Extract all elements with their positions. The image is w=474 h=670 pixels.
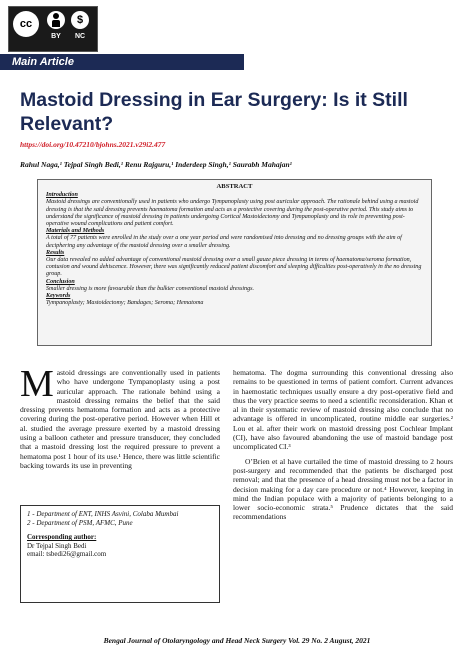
abstract-conclusion-heading: Conclusion <box>46 278 75 285</box>
abstract-methods-text: A total of 77 patients were enrolled in the study over a one year period and were randomised into dressing and no dressing groups with the aim of deciphering any advantage of the mastoid dressing over a smaller dressing. <box>46 235 402 249</box>
abstract-methods-heading: Materials and Methods <box>46 228 105 235</box>
affiliation-2: 2 - Department of PSM, AFMC, Pune <box>27 518 133 527</box>
abstract-conclusion-text: Smaller dressing is more favourable than the bulkier conventional mastoid dressings. <box>46 285 255 292</box>
journal-footer: Bengal Journal of Otolaryngology and Head Neck Surgery Vol. 29 No. 2 August, 2021 <box>103 636 371 645</box>
cc-license-badge <box>8 6 98 52</box>
abstract-results-heading: Results <box>46 249 65 256</box>
abstract-intro-heading: Introduction <box>46 192 78 199</box>
noncommercial-icon: $ <box>71 11 89 29</box>
attribution-person-icon <box>47 11 65 29</box>
affiliation-1: 1 - Department of ENT, INHS Asvini, Colaba Mumbai <box>27 510 179 518</box>
body-paragraph: hematoma. The dogma surrounding this conventional dressing also remains to be questioned in terms of patient comfort. Current advances in haemostatic techniques usually ensure a dry post-operative field and thus the very practice seems to need a scientific reconsideration. Khan et al in their systematic review of mastoid dressing also conclude that no advantage is offered in uncomplicated, routine middle ear surgeries.² Lou et al. after their work on mastoid dressing post Cochlear Implant (CI), have also favoured abandoning the use of mastoid bandage post uncomplicated CI.³ <box>233 368 453 452</box>
nc-label: NC <box>74 33 86 40</box>
abstract-intro-text: Mastoid dressings are conventionally used in patients who undergo Tympanoplasty using post auricular approach. The rationale behind using a mastoid dressing is that the said dressing prevents haematoma formation and acts as a protective covering during the post-operative period. This study aims to understand the significance of mastoid dressing in patients undergoing Cortical Mastoidectomy and Tympanoplasty and its role in preventing post-operative wound complications and patient comfort. <box>46 199 419 228</box>
cc-icon: cc <box>13 11 39 37</box>
abstract-results-text: Our data revealed no added advantage of conventional mastoid dressing over a small gauze piece dressing in terms of haematoma/seroma formation, contusion and wound dehiscence. However, there was significantly reduced patient discomfort and sleeping difficulties post-operatively in the no dressing group. <box>46 257 422 278</box>
corresponding-author-heading: Corresponding author: <box>27 533 97 542</box>
body-paragraph: astoid dressings are conventionally used in patients who have undergone Tympanoplasty using a post auricular approach. The rationale behind using a mastoid dressing remains the belief that the said dressing prevents hematoma formation and acts as a protective covering during the post-operative period. However when Hill et al. studied the average pressure exerted by a mastoid dressing using a balloon catheter and pressure transducer, they concluded that a mastoid dressing lost the required pressure to prevent a hematoma post 1 hour of its use.¹ Hence, there was little scientific backing towards its use in preventing <box>20 368 220 470</box>
drop-cap: M <box>20 363 54 405</box>
affiliation-box <box>20 505 220 603</box>
author-list: Rahul Naga,¹ Tejpal Singh Bedi,¹ Renu Rajguru,¹ Inderdeep Singh,¹ Saurabh Mahajan¹ <box>20 160 292 169</box>
abstract-heading: ABSTRACT <box>216 183 253 190</box>
body-paragraph: O’Brien et al have curtailed the time of mastoid dressing to 2 hours post-surgery and recommended that the patients be discharged post removal; and that the presence of a head dressing must not be a factor in decision making for a day care procedure or not.⁴ However, keeping in mind the Indian populace with a majority of patients belonging to a lower socio-economic strata.⁵ Prudence dictates that the said recommendations <box>233 456 453 522</box>
body-column-left <box>20 363 220 470</box>
body-column-right <box>233 368 453 522</box>
abstract-box <box>37 179 432 346</box>
abstract-keywords-heading: Keywords <box>46 293 71 300</box>
article-title: Mastoid Dressing in Ear Surgery: Is it Still Relevant? <box>20 89 408 135</box>
by-label: BY <box>51 33 61 40</box>
section-label: Main Article <box>0 54 244 70</box>
abstract-keywords-text: Tympanoplasty; Mastoidectomy; Bandages; Seroma; Hematoma <box>46 300 204 307</box>
corresponding-author-name: Dr Tejpal Singh Bedi <box>27 541 87 550</box>
doi-link[interactable]: https://doi.org/10.47210/bjohns.2021.v29i2.477 <box>20 140 166 149</box>
corresponding-author-email[interactable]: email: tsbedi26@gmail.com <box>27 550 107 559</box>
